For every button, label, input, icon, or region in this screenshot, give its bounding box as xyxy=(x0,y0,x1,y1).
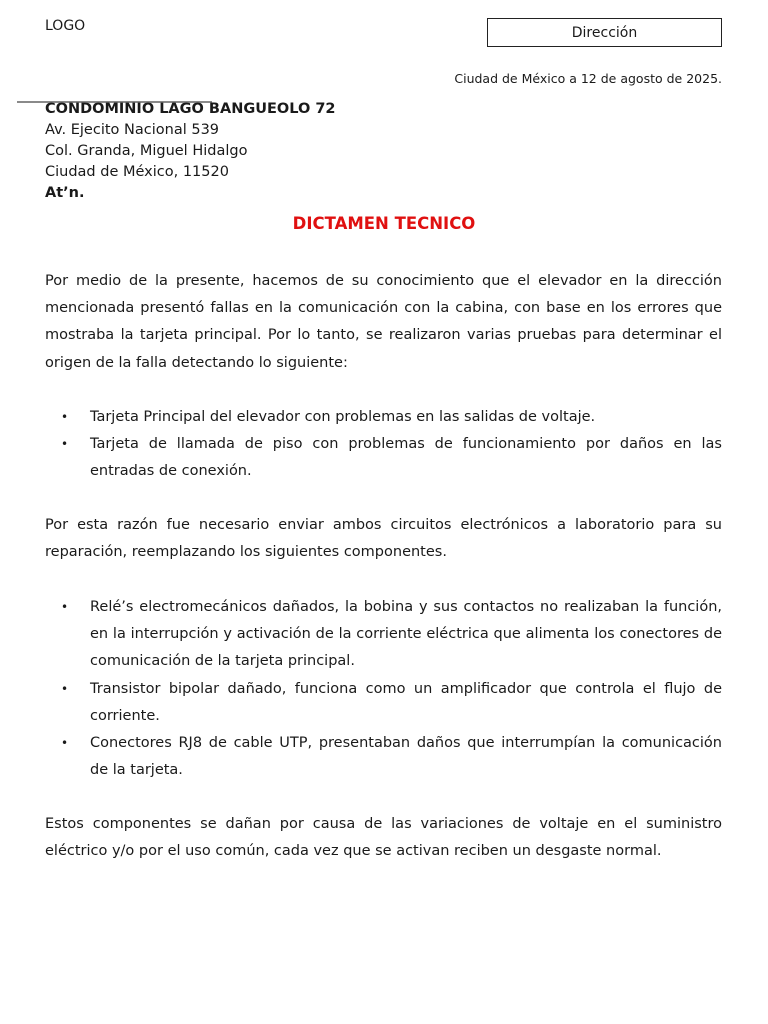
closing-paragraph: Estos componentes se dañan por causa de las variaciones de voltaje en el suministro eléctrico y/o por el uso común, cada vez que se activan reciben un desgaste normal. xyxy=(45,816,722,860)
list-item-text: Relé’s electromecánicos dañados, la bobina y sus contactos no realizaban la función, en la interrupción y activación de la corriente eléctrica que alimenta los conectores de comunicación de la tarjeta principal. xyxy=(90,599,722,670)
list-item xyxy=(45,676,722,730)
direccion-box xyxy=(487,18,722,47)
logo-placeholder: LOGO xyxy=(45,18,86,34)
findings-list xyxy=(45,404,722,486)
recipient-name: CONDOMINIO LAGO BANGUEOLO 72 xyxy=(45,101,336,117)
list-item-text: Tarjeta Principal del elevador con problemas en las salidas de voltaje. xyxy=(90,409,596,425)
bullet-icon: • xyxy=(61,600,69,614)
bullet-icon: • xyxy=(61,736,69,751)
list-item-text: Conectores RJ8 de cable UTP, presentaban daños que interrumpían la comunicación de la tarjeta. xyxy=(90,735,722,779)
list-item xyxy=(45,730,722,784)
recipient-attn: At’n. xyxy=(45,185,85,201)
recipient-block xyxy=(45,99,336,204)
intro-paragraph: Por medio de la presente, hacemos de su conocimiento que el elevador en la dirección mencionada presentó fallas en la comunicación con la cabina, con base en los errores que mostraba la tarjeta principal. Por lo tanto, se realizaron varias pruebas para determinar el origen de la falla detectando lo siguiente: xyxy=(45,273,722,371)
list-item-text: Tarjeta de llamada de piso con problemas de funcionamiento por daños en las entradas de conexión. xyxy=(90,436,722,480)
bullet-icon: • xyxy=(61,437,69,452)
components-list xyxy=(45,594,722,784)
bullet-icon: • xyxy=(61,681,69,696)
recipient-colonia: Col. Granda, Miguel Hidalgo xyxy=(45,143,248,159)
recipient-city: Ciudad de México, 11520 xyxy=(45,164,229,180)
list-item xyxy=(45,404,722,431)
recipient-street: Av. Ejecito Nacional 539 xyxy=(45,122,220,138)
bullet-icon: • xyxy=(61,410,69,424)
direccion-label: Dirección xyxy=(571,24,638,41)
date-line: Ciudad de México a 12 de agosto de 2025. xyxy=(454,71,722,86)
repair-paragraph: Por esta razón fue necesario enviar ambos circuitos electrónicos a laboratorio para su reparación, reemplazando los siguientes componentes. xyxy=(45,517,722,561)
list-item-text: Transistor bipolar dañado, funciona como un amplificador que controla el flujo de corriente. xyxy=(90,680,722,724)
document-title: DICTAMEN TECNICO xyxy=(292,214,476,233)
list-item xyxy=(45,594,722,676)
list-item xyxy=(45,431,722,485)
